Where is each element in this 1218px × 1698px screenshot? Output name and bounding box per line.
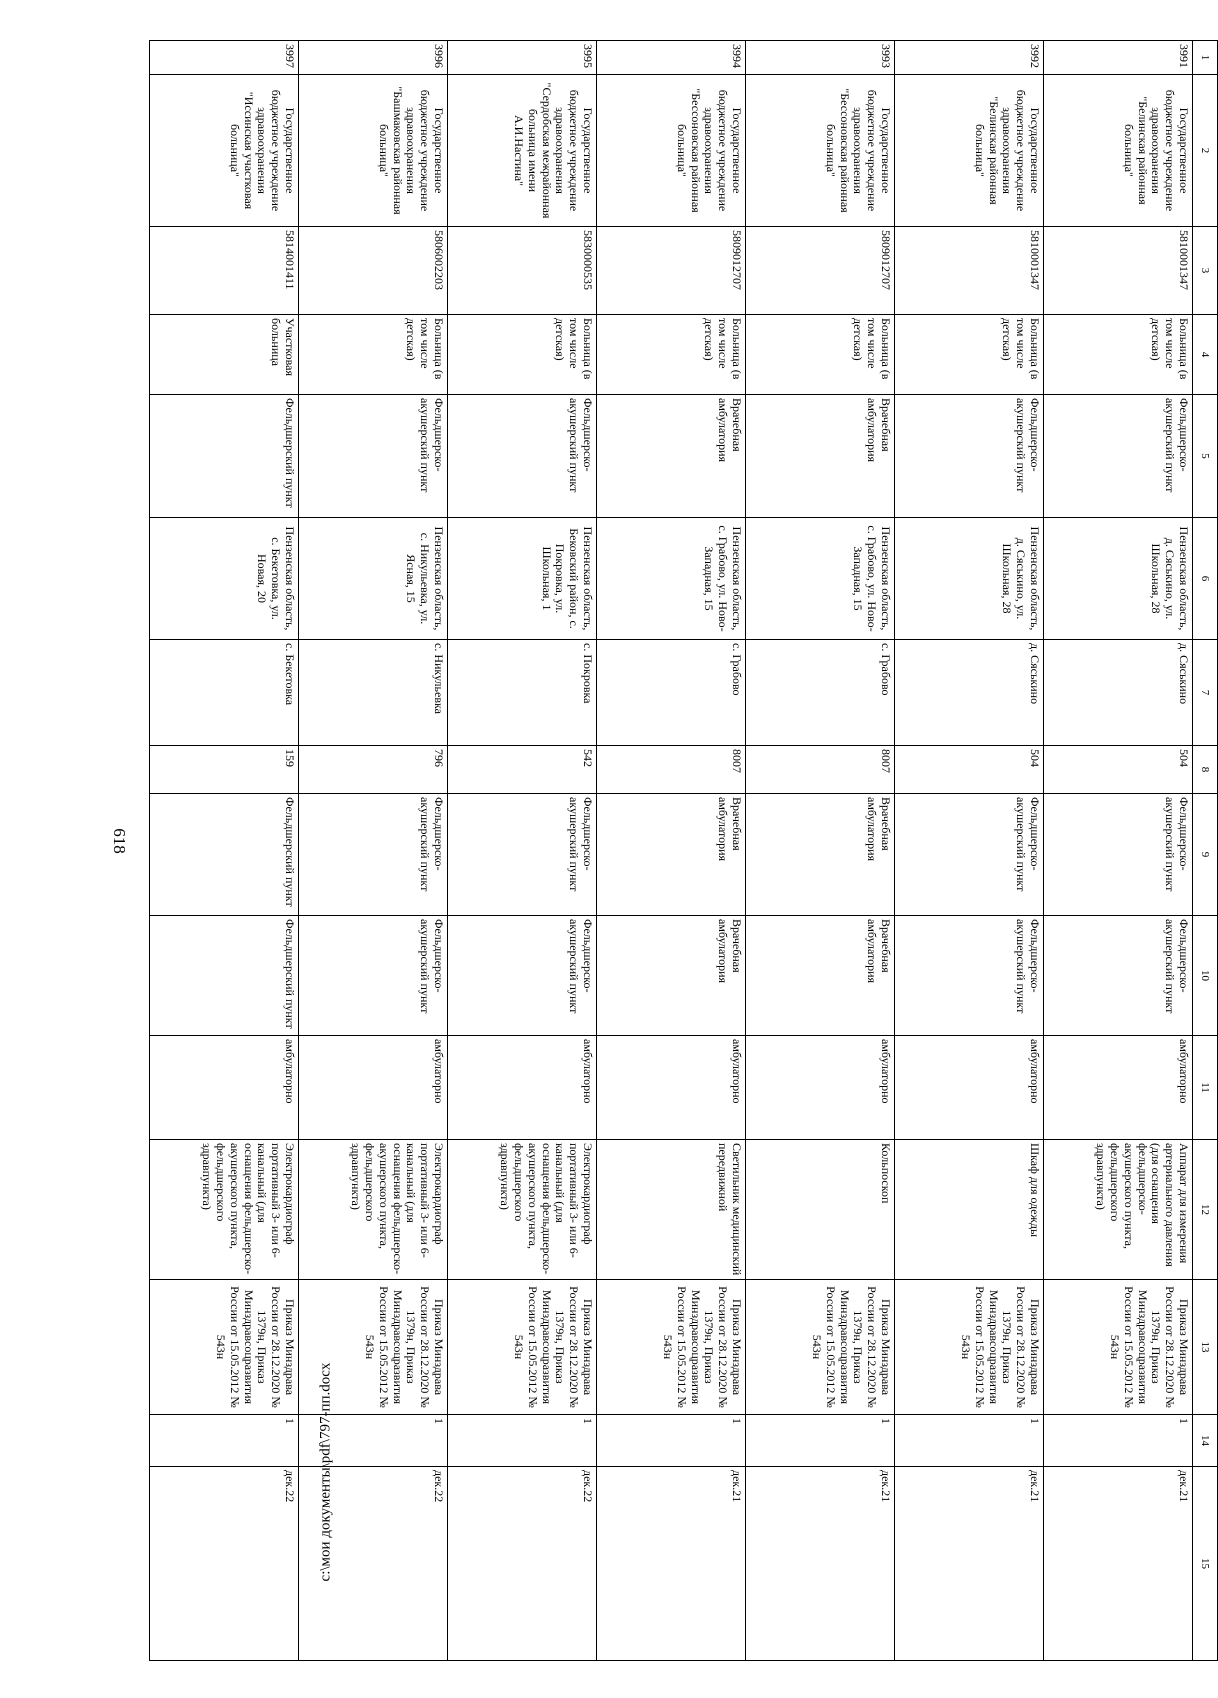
quantity-cell: 1 <box>746 1415 895 1467</box>
care-form-cell: амбулаторно <box>299 1036 448 1140</box>
address-cell: Пензенская область, с. Никульевка, ул. Ясная, 15 <box>299 518 448 640</box>
structural-unit-cell: Фельдшерско-акушерский пункт <box>448 794 597 916</box>
inn-cell: 5810001347 <box>895 227 1044 315</box>
organization-type-cell: Больница (в том числе детская) <box>597 315 746 395</box>
regulation-cell: Приказ Минздрава России от 28.12.2020 № 1379н, Приказ Минздравсоцразвития России от 15.05.2012 № 543н <box>150 1280 299 1415</box>
table-row <box>895 41 1044 1661</box>
deadline-cell: дек.22 <box>299 1467 448 1661</box>
facility-type-cell: Фельдшерско-акушерский пункт <box>299 916 448 1036</box>
care-form-cell: амбулаторно <box>597 1036 746 1140</box>
organization-type-cell: Больница (в том числе детская) <box>299 315 448 395</box>
footer-file-path: c:\мои документы\pdf\797-пп.docx <box>317 1362 334 1582</box>
facility-type-cell: Фельдшерский пункт <box>150 916 299 1036</box>
unit-type-cell: Врачебная амбулатория <box>597 395 746 518</box>
column-number: 4 <box>1193 315 1218 395</box>
inn-cell: 5830000535 <box>448 227 597 315</box>
equipment-name-cell: Шкаф для одежды <box>895 1140 1044 1280</box>
column-number: 7 <box>1193 640 1218 746</box>
unit-type-cell: Фельдшерско-акушерский пункт <box>299 395 448 518</box>
column-number: 3 <box>1193 227 1218 315</box>
equipment-name-cell: Электрокардиограф портативный 3- или 6-канальный (для оснащения фельдшерско-акушерского пункта, фельдшерского здравпункта) <box>150 1140 299 1280</box>
facility-type-cell: Фельдшерско-акушерский пункт <box>448 916 597 1036</box>
column-number: 5 <box>1193 395 1218 518</box>
column-number: 6 <box>1193 518 1218 640</box>
structural-unit-cell: Фельдшерско-акушерский пункт <box>895 794 1044 916</box>
population-cell: 159 <box>150 746 299 794</box>
care-form-cell: амбулаторно <box>1044 1036 1193 1140</box>
inn-cell: 5809012707 <box>746 227 895 315</box>
quantity-cell: 1 <box>1044 1415 1193 1467</box>
facility-type-cell: Фельдшерско-акушерский пункт <box>1044 916 1193 1036</box>
row-number-cell: 3996 <box>299 41 448 75</box>
structural-unit-cell: Фельдшерский пункт <box>150 794 299 916</box>
regulation-cell: Приказ Минздрава России от 28.12.2020 № 1379н, Приказ Минздравсоцразвития России от 15.05.2012 № 543н <box>299 1280 448 1415</box>
organization-name-cell: Государственное бюджетное учреждение здравоохранения "Белинская районная больница" <box>895 75 1044 227</box>
settlement-cell: д. Сяськино <box>895 640 1044 746</box>
row-number-cell: 3992 <box>895 41 1044 75</box>
unit-type-cell: Фельдшерско-акушерский пункт <box>1044 395 1193 518</box>
inn-cell: 5814001411 <box>150 227 299 315</box>
settlement-cell: с. Грабово <box>746 640 895 746</box>
structural-unit-cell: Фельдшерско-акушерский пункт <box>1044 794 1193 916</box>
table-row <box>448 41 597 1661</box>
organization-name-cell: Государственное бюджетное учреждение здравоохранения "Бессоновская районная больница" <box>746 75 895 227</box>
column-number: 12 <box>1193 1140 1218 1280</box>
organization-name-cell: Государственное бюджетное учреждение здравоохранения "Иссинская участковая больница" <box>150 75 299 227</box>
deadline-cell: дек.21 <box>746 1467 895 1661</box>
population-cell: 542 <box>448 746 597 794</box>
organization-name-cell: Государственное бюджетное учреждение здравоохранения "Сердобская межрайонная больница имени А.И.Настина" <box>448 75 597 227</box>
equipment-name-cell: Кольпоскоп <box>746 1140 895 1280</box>
settlement-cell: с. Никульевка <box>299 640 448 746</box>
deadline-cell: дек.22 <box>150 1467 299 1661</box>
table-row <box>1044 41 1193 1661</box>
deadline-cell: дек.21 <box>597 1467 746 1661</box>
structural-unit-cell: Врачебная амбулатория <box>746 794 895 916</box>
quantity-cell: 1 <box>150 1415 299 1467</box>
care-form-cell: амбулаторно <box>448 1036 597 1140</box>
table-row <box>150 41 299 1661</box>
quantity-cell: 1 <box>299 1415 448 1467</box>
row-number-cell: 3993 <box>746 41 895 75</box>
address-cell: Пензенская область, с. Бекетовка, ул. Новая, 20 <box>150 518 299 640</box>
regulation-cell: Приказ Минздрава России от 28.12.2020 № 1379н, Приказ Минздравсоцразвития России от 15.05.2012 № 543н <box>597 1280 746 1415</box>
address-cell: Пензенская область, Бековский район, с. Покровка, ул. Школьная, 1 <box>448 518 597 640</box>
column-number: 14 <box>1193 1415 1218 1467</box>
quantity-cell: 1 <box>448 1415 597 1467</box>
organization-type-cell: Больница (в том числе детская) <box>746 315 895 395</box>
organization-type-cell: Больница (в том числе детская) <box>895 315 1044 395</box>
care-form-cell: амбулаторно <box>746 1036 895 1140</box>
column-number: 9 <box>1193 794 1218 916</box>
table-row <box>597 41 746 1661</box>
unit-type-cell: Фельдшерский пункт <box>150 395 299 518</box>
regulation-cell: Приказ Минздрава России от 28.12.2020 № 1379н, Приказ Минздравсоцразвития России от 15.05.2012 № 543н <box>1044 1280 1193 1415</box>
care-form-cell: амбулаторно <box>150 1036 299 1140</box>
column-number: 10 <box>1193 916 1218 1036</box>
deadline-cell: дек.22 <box>448 1467 597 1661</box>
structural-unit-cell: Врачебная амбулатория <box>597 794 746 916</box>
facility-type-cell: Врачебная амбулатория <box>746 916 895 1036</box>
population-cell: 796 <box>299 746 448 794</box>
settlement-cell: с. Покровка <box>448 640 597 746</box>
deadline-cell: дек.21 <box>1044 1467 1193 1661</box>
column-number: 1 <box>1193 41 1218 75</box>
deadline-cell: дек.21 <box>895 1467 1044 1661</box>
equipment-name-cell: Электрокардиограф портативный 3- или 6-канальный (для оснащения фельдшерско-акушерского пункта, фельдшерского здравпункта) <box>448 1140 597 1280</box>
population-cell: 8007 <box>597 746 746 794</box>
quantity-cell: 1 <box>895 1415 1044 1467</box>
column-number: 11 <box>1193 1036 1218 1140</box>
column-number: 2 <box>1193 75 1218 227</box>
settlement-cell: д. Сяськино <box>1044 640 1193 746</box>
settlement-cell: с. Бекетовка <box>150 640 299 746</box>
column-number: 8 <box>1193 746 1218 794</box>
address-cell: Пензенская область, д. Сяськино, ул. Школьная, 28 <box>895 518 1044 640</box>
row-number-cell: 3991 <box>1044 41 1193 75</box>
facility-type-cell: Фельдшерско-акушерский пункт <box>895 916 1044 1036</box>
unit-type-cell: Фельдшерско-акушерский пункт <box>448 395 597 518</box>
organization-type-cell: Больница (в том числе детская) <box>448 315 597 395</box>
row-number-cell: 3997 <box>150 41 299 75</box>
table-row <box>746 41 895 1661</box>
unit-type-cell: Фельдшерско-акушерский пункт <box>895 395 1044 518</box>
organization-name-cell: Государственное бюджетное учреждение здравоохранения "Башмаковская районная больница" <box>299 75 448 227</box>
structural-unit-cell: Фельдшерско-акушерский пункт <box>299 794 448 916</box>
equipment-table <box>149 40 1218 1661</box>
address-cell: Пензенская область, с. Грабово, ул. Ново-Западная, 15 <box>597 518 746 640</box>
equipment-name-cell: Светильник медицинский передвижной <box>597 1140 746 1280</box>
population-cell: 504 <box>1044 746 1193 794</box>
organization-name-cell: Государственное бюджетное учреждение здравоохранения "Бессоновская районная больница" <box>597 75 746 227</box>
organization-name-cell: Государственное бюджетное учреждение здравоохранения "Белинская районная больница" <box>1044 75 1193 227</box>
care-form-cell: амбулаторно <box>895 1036 1044 1140</box>
equipment-name-cell: Электрокардиограф портативный 3- или 6-канальный (для оснащения фельдшерско-акушерского пункта, фельдшерского здравпункта) <box>299 1140 448 1280</box>
facility-type-cell: Врачебная амбулатория <box>597 916 746 1036</box>
page-number: 618 <box>110 828 129 854</box>
inn-cell: 5810001347 <box>1044 227 1193 315</box>
population-cell: 8007 <box>746 746 895 794</box>
address-cell: Пензенская область, д. Сяськино, ул. Школьная, 28 <box>1044 518 1193 640</box>
organization-type-cell: Участковая больница <box>150 315 299 395</box>
regulation-cell: Приказ Минздрава России от 28.12.2020 № 1379н, Приказ Минздравсоцразвития России от 15.05.2012 № 543н <box>895 1280 1044 1415</box>
inn-cell: 5809012707 <box>597 227 746 315</box>
quantity-cell: 1 <box>597 1415 746 1467</box>
row-number-cell: 3995 <box>448 41 597 75</box>
address-cell: Пензенская область, с. Грабово, ул. Ново-Западная, 15 <box>746 518 895 640</box>
row-number-cell: 3994 <box>597 41 746 75</box>
equipment-name-cell: Аппарат для измерения артериального давления (для оснащения фельдшерско-акушерского пункта, фельдшерского здравпункта) <box>1044 1140 1193 1280</box>
population-cell: 504 <box>895 746 1044 794</box>
settlement-cell: с. Грабово <box>597 640 746 746</box>
unit-type-cell: Врачебная амбулатория <box>746 395 895 518</box>
inn-cell: 5806002203 <box>299 227 448 315</box>
regulation-cell: Приказ Минздрава России от 28.12.2020 № 1379н, Приказ Минздравсоцразвития России от 15.05.2012 № 543н <box>746 1280 895 1415</box>
column-number: 15 <box>1193 1467 1218 1661</box>
organization-type-cell: Больница (в том числе детская) <box>1044 315 1193 395</box>
column-number-row <box>1193 41 1218 1661</box>
regulation-cell: Приказ Минздрава России от 28.12.2020 № 1379н, Приказ Минздравсоцразвития России от 15.05.2012 № 543н <box>448 1280 597 1415</box>
column-number: 13 <box>1193 1280 1218 1415</box>
